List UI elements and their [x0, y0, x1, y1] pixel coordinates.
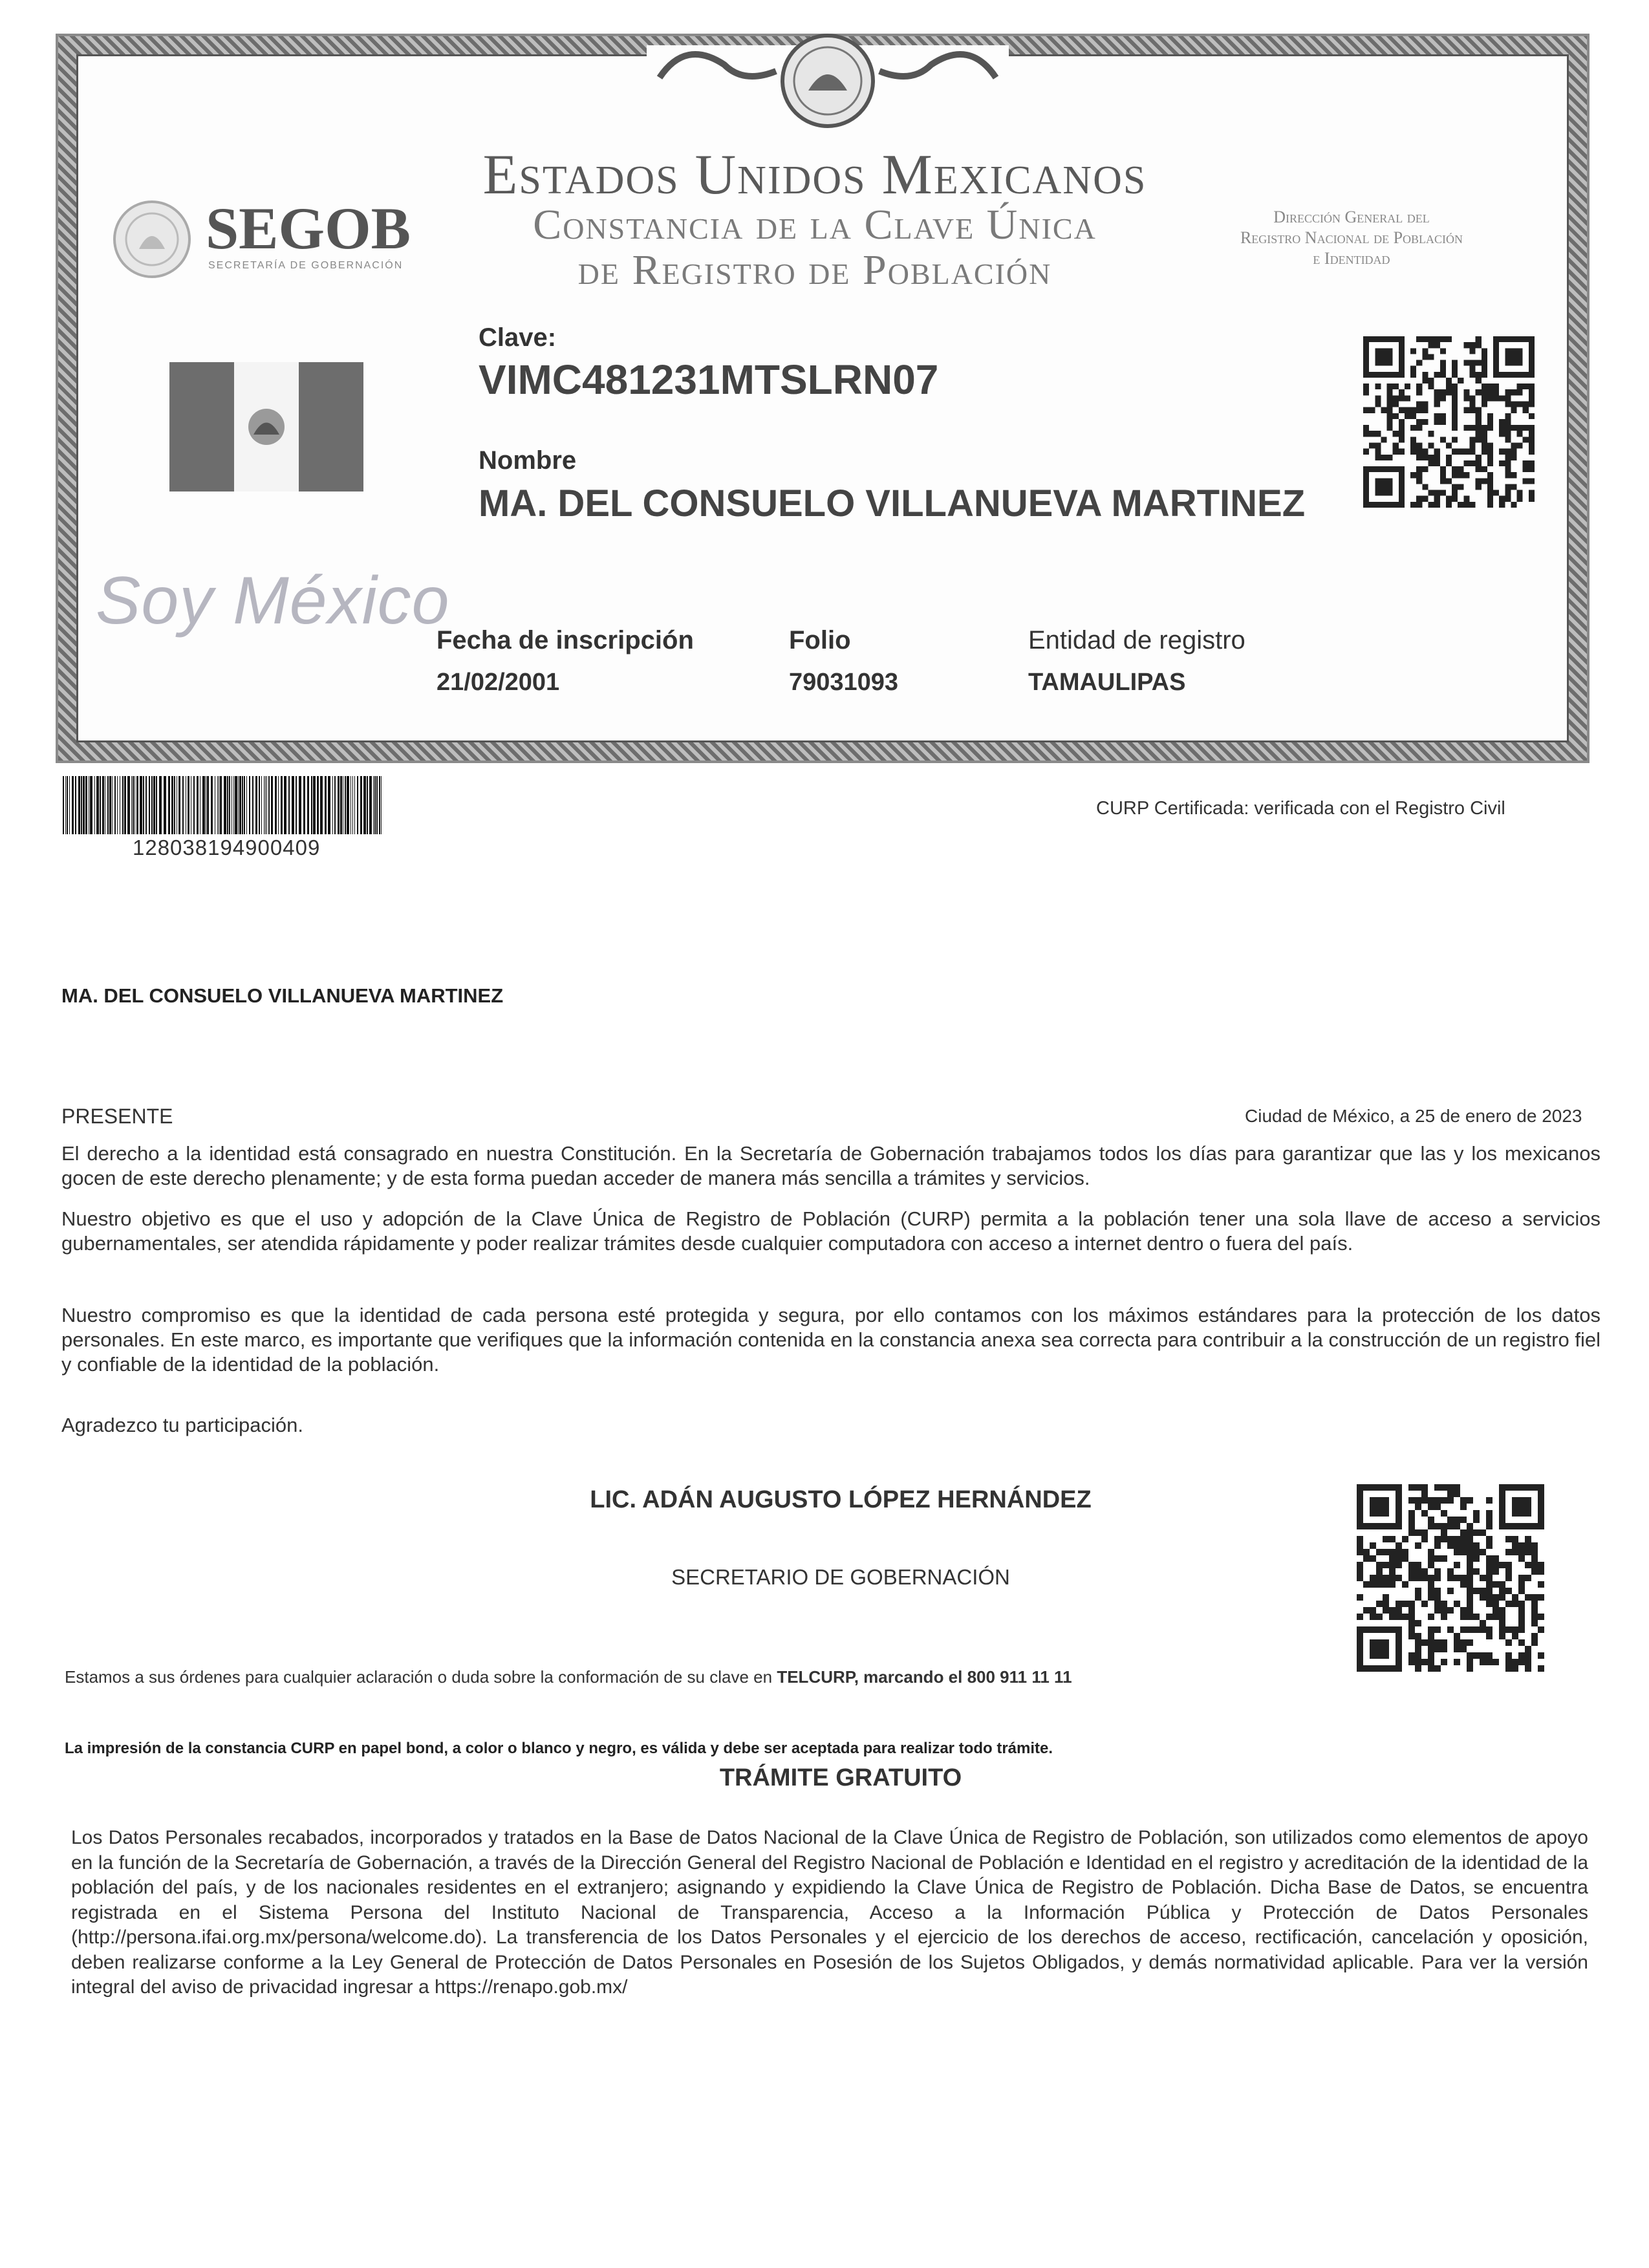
- letter-paragraph: El derecho a la identidad está consagrado en nuestra Constitución. En la Secretaría de Gobernación trabajamos todos los días para garantizar que las y los mexicanos gocen de este derecho plenamente; y de esta forma puedan acceder de manera más sencilla a trámites y servicios.: [61, 1142, 1600, 1189]
- directorate-line1: Dirección General del: [1273, 208, 1430, 226]
- privacy-notice: Los Datos Personales recabados, incorporados y tratados en la Base de Datos Nacional de la Clave Única de Registro de Población, son utilizados como elementos de apoyo en la función de la Secretaría de Gobernación, a través de la Dirección General del Registro Nacional de Población e Identidad en el registro y acreditación de la identidad de la población del país, y de los nacionales residentes en el extranjero; asignando y expidiendo la Clave Única de Registro de Población. Dicha Base de Datos, se encuentra registrada en el Sistema Persona del Instituto Nacional de Transparencia, Acceso a la Información Pública y Protección de Datos Personales (http://persona.ifai.org.mx/persona/welcome.do). La transferencia de los Datos Personales y el ejercicio de los derechos de acceso, rectificación, cancelación y oposición, deben realizarse conforme a la Ley General de Protección de Datos Personales en Posesión de los Sujetos Obligados, y demás normatividad aplicable. Para ver la versión integral del aviso de privacidad ingresar a https://renapo.gob.mx/: [71, 1827, 1588, 1998]
- contact-text: Estamos a sus órdenes para cualquier aclaración o duda sobre la conformación de su clave en: [65, 1667, 777, 1687]
- letter-closing: Agradezco tu participación.: [61, 1414, 303, 1436]
- entidad-registro-value: TAMAULIPAS: [1028, 669, 1186, 696]
- signer-name: LIC. ADÁN AUGUSTO LÓPEZ HERNÁNDEZ: [590, 1486, 1092, 1513]
- validity-notice: La impresión de la constancia CURP en papel bond, a color o blanco y negro, es válida y debe ser aceptada para realizar todo trámite.: [65, 1740, 1053, 1757]
- directorate-line3: e Identidad: [1313, 249, 1390, 268]
- directorate-line2: Registro Nacional de Población: [1240, 228, 1463, 247]
- letter-paragraph: Nuestro compromiso es que la identidad de cada persona esté protegida y segura, por ello contamos con los máximos estándares para la protección de los datos personales. En este marco, es importante que verifiques que la información contenida en la constancia anexa sea correcta para contribuir a la construcción de un registro fiel y confiable de la identidad de la población.: [61, 1304, 1600, 1376]
- telcurp-phone: TELCURP, marcando el 800 911 11 11: [777, 1667, 1072, 1687]
- clave-value: VIMC481231MTSLRN07: [479, 356, 939, 403]
- document-subtitle-line2: de Registro de Población: [577, 246, 1052, 294]
- folio-value: 79031093: [789, 669, 899, 696]
- clave-label: Clave:: [479, 323, 557, 352]
- place-date: Ciudad de México, a 25 de enero de 2023: [1245, 1106, 1582, 1126]
- fecha-inscripcion-value: 21/02/2001: [436, 669, 560, 696]
- fecha-inscripcion-label: Fecha de inscripción: [436, 626, 694, 654]
- qr-code-icon: [1363, 336, 1535, 508]
- certification-note: CURP Certificada: verificada con el Registro Civil: [1096, 798, 1505, 819]
- qr-code-icon: [1357, 1484, 1544, 1672]
- barcode-number: 128038194900409: [133, 836, 321, 859]
- letter-paragraph: Nuestro objetivo es que el uso y adopción de la Clave Única de Registro de Población (CURP) permita a la población tener una sola llave de acceso a servicios gubernamentales, ser atendida rápidamente y poder realizar trámites desde cualquier computadora con acceso a internet dentro o fuera del país.: [61, 1207, 1600, 1255]
- nombre-value: MA. DEL CONSUELO VILLANUEVA MARTINEZ: [479, 482, 1306, 524]
- barcode-icon: [61, 776, 385, 834]
- segob-seal-icon: [110, 197, 194, 281]
- folio-label: Folio: [789, 626, 851, 654]
- mexican-flag-icon: [169, 362, 363, 491]
- agency-logo-text: SEGOB: [206, 195, 411, 261]
- contact-info: [65, 1667, 1072, 1687]
- document-subtitle-line1: Constancia de la Clave Única: [533, 201, 1097, 248]
- entidad-registro-label: Entidad de registro: [1028, 626, 1245, 654]
- national-eagle-icon: [647, 26, 1009, 129]
- nombre-label: Nombre: [479, 446, 577, 475]
- recipient-name: MA. DEL CONSUELO VILLANUEVA MARTINEZ: [61, 984, 504, 1007]
- directorate-label: [1183, 207, 1520, 269]
- greeting: PRESENTE: [61, 1105, 173, 1128]
- slogan-text: Soy México: [96, 563, 450, 638]
- signer-role: SECRETARIO DE GOBERNACIÓN: [671, 1565, 1010, 1589]
- document-title: Estados Unidos Mexicanos: [482, 144, 1147, 206]
- free-procedure-label: TRÁMITE GRATUITO: [719, 1764, 962, 1791]
- agency-subtitle: SECRETARÍA DE GOBERNACIÓN: [208, 260, 404, 271]
